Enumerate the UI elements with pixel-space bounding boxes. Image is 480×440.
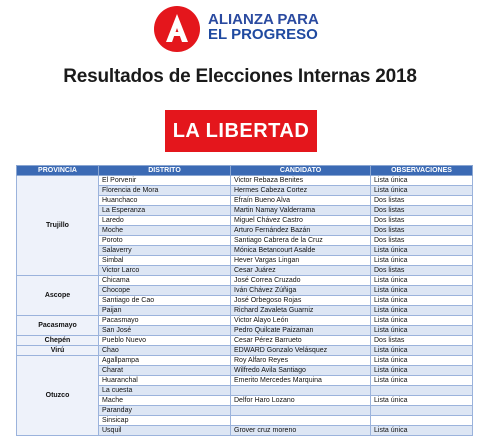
candidato-cell: Victor Alayo León [231, 316, 371, 326]
distrito-cell: Santiago de Cao [99, 296, 231, 306]
candidato-cell: Roy Alfaro Reyes [231, 356, 371, 366]
table-row [17, 176, 473, 186]
distrito-cell: Florencia de Mora [99, 186, 231, 196]
table-row [17, 276, 473, 286]
candidato-cell: EDWARD Gonzalo Velásquez [231, 346, 371, 356]
candidato-cell: Arturo Fernández Bazán [231, 226, 371, 236]
candidato-cell: José Orbegoso Rojas [231, 296, 371, 306]
observaciones-cell [371, 406, 473, 416]
observaciones-cell: Lista única [371, 286, 473, 296]
observaciones-cell [371, 416, 473, 426]
header-provincia: PROVINCIA [17, 166, 99, 176]
observaciones-cell: Lista única [371, 356, 473, 366]
observaciones-cell: Lista única [371, 396, 473, 406]
provincia-cell: Otuzco [17, 356, 99, 436]
table-row [17, 316, 473, 326]
distrito-cell: La Esperanza [99, 206, 231, 216]
candidato-cell: José Correa Cruzado [231, 276, 371, 286]
party-name [208, 12, 319, 42]
party-name-line2: EL PROGRESO [208, 26, 318, 43]
candidato-cell: Pedro Quilcate Paizaman [231, 326, 371, 336]
observaciones-cell: Dos listas [371, 226, 473, 236]
observaciones-cell: Lista única [371, 366, 473, 376]
observaciones-cell: Lista única [371, 186, 473, 196]
distrito-cell: La cuesta [99, 386, 231, 396]
observaciones-cell: Lista única [371, 326, 473, 336]
distrito-cell: Salaverry [99, 246, 231, 256]
observaciones-cell: Lista única [371, 426, 473, 436]
distrito-cell: Charat [99, 366, 231, 376]
candidato-cell: Efraín Bueno Alva [231, 196, 371, 206]
provincia-cell: Chepén [17, 336, 99, 346]
table-row [17, 356, 473, 366]
candidato-cell: Santiago Cabrera de la Cruz [231, 236, 371, 246]
candidato-cell [231, 416, 371, 426]
distrito-cell: Paranday [99, 406, 231, 416]
candidato-cell: Miguel Chávez Castro [231, 216, 371, 226]
observaciones-cell: Dos listas [371, 236, 473, 246]
observaciones-cell [371, 386, 473, 396]
distrito-cell: Pacasmayo [99, 316, 231, 326]
observaciones-cell: Lista única [371, 256, 473, 266]
region-banner: LA LIBERTAD [165, 110, 317, 152]
table-row [17, 346, 473, 356]
distrito-cell: Victor Larco [99, 266, 231, 276]
provincia-cell: Trujillo [17, 176, 99, 276]
candidato-cell: Victor Rebaza Benites [231, 176, 371, 186]
candidato-cell: Martin Namay Valderrama [231, 206, 371, 216]
observaciones-cell: Lista única [371, 376, 473, 386]
results-table-body [17, 176, 473, 436]
observaciones-cell: Lista única [371, 176, 473, 186]
party-name-line1: ALIANZA PARA [208, 11, 319, 28]
candidato-cell: Grover cruz moreno [231, 426, 371, 436]
observaciones-cell: Lista única [371, 246, 473, 256]
distrito-cell: Chocope [99, 286, 231, 296]
distrito-cell: Huaranchal [99, 376, 231, 386]
provincia-cell: Virú [17, 346, 99, 356]
observaciones-cell: Dos listas [371, 206, 473, 216]
observaciones-cell: Lista única [371, 276, 473, 286]
observaciones-cell: Dos listas [371, 196, 473, 206]
header-candidato: CANDIDATO [231, 166, 371, 176]
distrito-cell: Pueblo Nuevo [99, 336, 231, 346]
candidato-cell: Wilfredo Avila Santiago [231, 366, 371, 376]
header-observaciones: OBSERVACIONES [371, 166, 473, 176]
observaciones-cell: Dos listas [371, 336, 473, 346]
observaciones-cell: Dos listas [371, 266, 473, 276]
page-title: Resultados de Elecciones Internas 2018 [63, 66, 417, 87]
distrito-cell: San José [99, 326, 231, 336]
distrito-cell: El Porvenir [99, 176, 231, 186]
party-logo-icon [152, 4, 202, 54]
distrito-cell: Huanchaco [99, 196, 231, 206]
distrito-cell: Moche [99, 226, 231, 236]
candidato-cell: Delfor Haro Lozano [231, 396, 371, 406]
candidato-cell: Hermes Cabeza Cortez [231, 186, 371, 196]
results-table [16, 165, 473, 436]
distrito-cell: Paijan [99, 306, 231, 316]
candidato-cell: Iván Chávez Zúñiga [231, 286, 371, 296]
candidato-cell: Mónica Betancourt Asalde [231, 246, 371, 256]
table-header-row [17, 166, 473, 176]
candidato-cell: Emerito Mercedes Marquina [231, 376, 371, 386]
observaciones-cell: Lista única [371, 306, 473, 316]
candidato-cell: Richard Zavaleta Guarniz [231, 306, 371, 316]
candidato-cell [231, 386, 371, 396]
distrito-cell: Chicama [99, 276, 231, 286]
distrito-cell: Usquil [99, 426, 231, 436]
observaciones-cell: Lista única [371, 296, 473, 306]
party-logo [152, 4, 342, 54]
distrito-cell: Simbal [99, 256, 231, 266]
candidato-cell: Cesar Pérez Barrueto [231, 336, 371, 346]
header-distrito: DISTRITO [99, 166, 231, 176]
observaciones-cell: Lista única [371, 316, 473, 326]
distrito-cell: Agallpampa [99, 356, 231, 366]
provincia-cell: Ascope [17, 276, 99, 316]
observaciones-cell: Lista única [371, 346, 473, 356]
provincia-cell: Pacasmayo [17, 316, 99, 336]
distrito-cell: Sinsicap [99, 416, 231, 426]
distrito-cell: Chao [99, 346, 231, 356]
distrito-cell: Mache [99, 396, 231, 406]
candidato-cell: Cesar Juárez [231, 266, 371, 276]
distrito-cell: Poroto [99, 236, 231, 246]
candidato-cell: Hever Vargas Lingan [231, 256, 371, 266]
observaciones-cell: Dos listas [371, 216, 473, 226]
candidato-cell [231, 406, 371, 416]
distrito-cell: Laredo [99, 216, 231, 226]
table-row [17, 336, 473, 346]
